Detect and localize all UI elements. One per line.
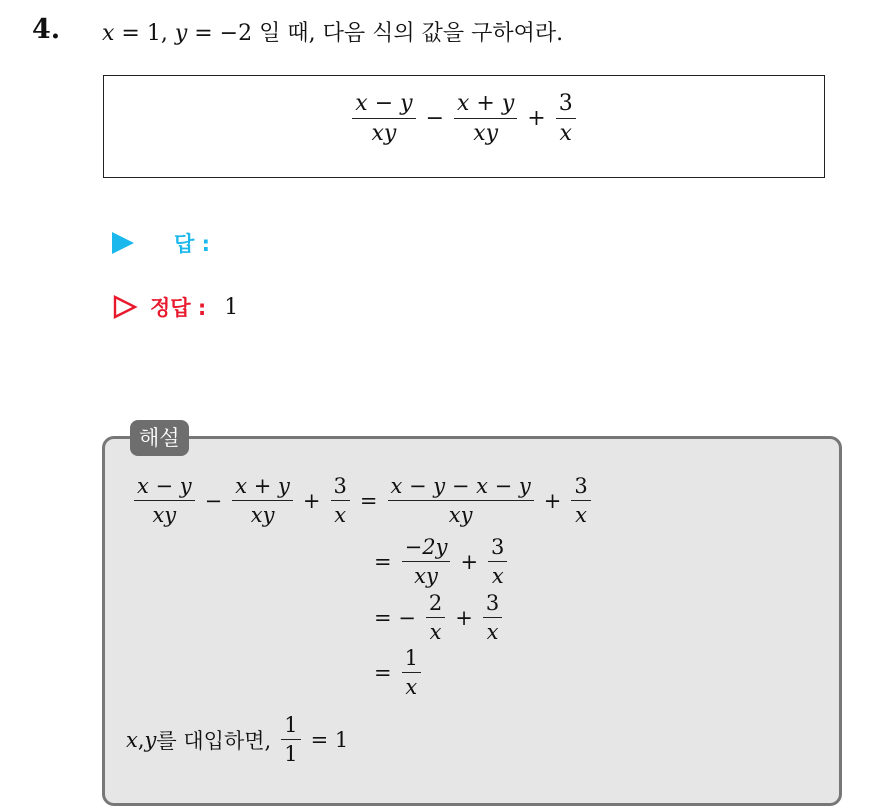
denominator: x xyxy=(559,121,572,147)
explanation-line-4 xyxy=(368,646,425,699)
numerator: 3 xyxy=(556,91,576,119)
question-number: 4. xyxy=(32,14,61,45)
substitution-text: 를 대입하면, xyxy=(156,728,272,753)
operator: + xyxy=(460,549,479,574)
denominator: xy xyxy=(414,564,438,589)
numerator: x + y xyxy=(232,474,293,501)
denominator: xy xyxy=(448,503,473,528)
denominator: xy xyxy=(371,121,397,147)
var-y: y xyxy=(144,727,157,752)
result: = 1 xyxy=(310,727,349,752)
fraction xyxy=(232,474,293,527)
play-triangle-icon xyxy=(112,232,134,254)
numerator: x − y − x − y xyxy=(388,474,534,501)
explanation-line-3 xyxy=(368,591,506,644)
fraction xyxy=(483,591,502,644)
cond-y: y xyxy=(174,21,188,46)
cond-x: x xyxy=(102,21,115,46)
fraction xyxy=(331,474,350,527)
denominator: xy xyxy=(473,121,499,147)
fraction xyxy=(571,474,590,527)
fraction xyxy=(402,535,451,588)
operator: − xyxy=(204,488,223,513)
correct-answer-value: 1 xyxy=(224,294,239,320)
numerator: 3 xyxy=(331,474,350,501)
fraction xyxy=(388,474,534,527)
expression-box xyxy=(103,75,825,178)
explanation-line-2 xyxy=(368,535,511,588)
explanation-line-5 xyxy=(126,713,354,766)
equals-sign: = − xyxy=(374,605,416,630)
denominator: x xyxy=(486,620,499,645)
fraction xyxy=(488,535,507,588)
fraction xyxy=(281,713,300,766)
operator: + xyxy=(527,105,546,131)
fraction xyxy=(402,646,421,699)
answer-row xyxy=(112,228,210,258)
question-text xyxy=(102,16,563,47)
operator: + xyxy=(543,488,562,513)
comma: , xyxy=(137,727,145,752)
numerator: −2y xyxy=(402,535,451,562)
denominator: x xyxy=(405,675,418,700)
numerator: 3 xyxy=(571,474,590,501)
numerator: 3 xyxy=(488,535,507,562)
expression xyxy=(104,91,824,147)
numerator: x − y xyxy=(134,474,195,501)
denominator: xy xyxy=(250,503,275,528)
numerator: 2 xyxy=(426,591,445,618)
question-instruction: 일 때, 다음 식의 값을 구하여라. xyxy=(252,21,564,46)
equals-sign: = xyxy=(359,488,378,513)
correct-answer-label: 정답 : xyxy=(150,296,207,320)
cond-y-value: = −2 xyxy=(187,21,253,46)
denominator: x xyxy=(491,564,504,589)
numerator: x + y xyxy=(454,91,517,119)
denominator: xy xyxy=(152,503,177,528)
explanation-tag: 해설 xyxy=(130,420,189,456)
denominator: x xyxy=(575,503,587,528)
operator: − xyxy=(425,105,444,131)
equals-sign: = xyxy=(374,660,392,685)
numerator: 1 xyxy=(402,646,421,673)
correct-answer-row xyxy=(112,292,238,322)
var-x: x xyxy=(126,727,138,752)
operator: + xyxy=(302,488,321,513)
denominator: x xyxy=(429,620,442,645)
fraction xyxy=(454,91,517,147)
fraction xyxy=(352,91,415,147)
answer-label: 답 : xyxy=(174,232,210,256)
fraction xyxy=(556,91,576,147)
operator: + xyxy=(455,605,473,630)
denominator: 1 xyxy=(284,742,298,767)
outline-triangle-icon xyxy=(112,294,138,320)
numerator: x − y xyxy=(352,91,415,119)
fraction xyxy=(426,591,445,644)
numerator: 3 xyxy=(483,591,502,618)
cond-x-value: = 1, xyxy=(114,21,175,46)
fraction xyxy=(134,474,195,527)
explanation-line-1 xyxy=(130,474,595,527)
equals-sign: = xyxy=(374,549,392,574)
numerator: 1 xyxy=(281,713,300,740)
denominator: x xyxy=(334,503,347,528)
